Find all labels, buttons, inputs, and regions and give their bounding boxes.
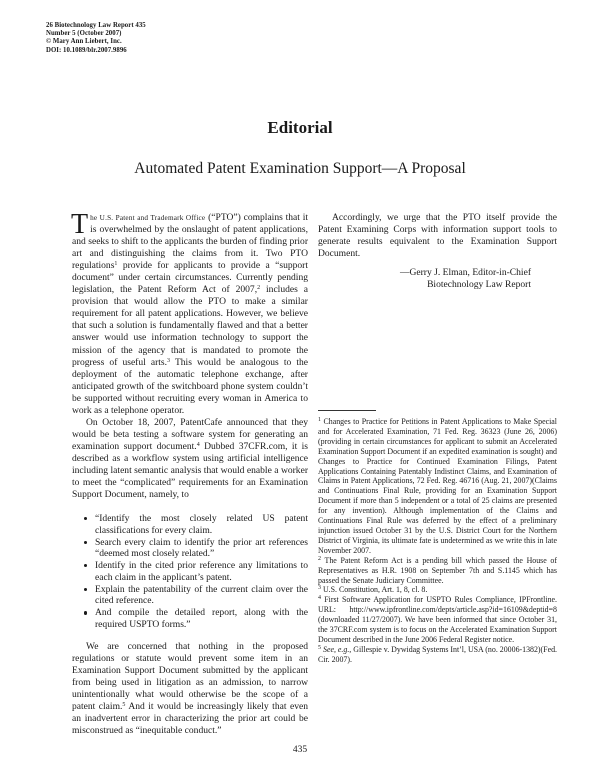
bullet-icon (84, 611, 87, 614)
footnote-2 (318, 556, 557, 586)
footnote-divider (318, 410, 376, 411)
signature-name: —Gerry J. Elman, Editor-in-Chief (399, 267, 531, 279)
bullet-icon (84, 564, 87, 567)
bullet-icon (84, 517, 87, 520)
footnote-number: 5 (318, 644, 321, 651)
footnote-text: The Patent Reform Act is a pending bill which passed the House of Representatives as H.R. 1908 on September 7th and S.1145 which has passed the Senate Judiciary Committee. (318, 555, 557, 585)
list-item-text: “Identify the most closely related US patent classifications for every claim. (95, 513, 308, 536)
signature-publication: Biotechnology Law Report (427, 279, 531, 291)
footnote-ref-3: 3 (167, 357, 171, 364)
left-column (71, 209, 309, 737)
requirements-list (72, 513, 308, 631)
bullet-icon (84, 541, 87, 544)
paragraph-4: Accordingly, we urge that the PTO itself provide the Patent Examining Corps with information support tools to generate results equivalent to the Examination Support Document. (318, 212, 557, 260)
footnote-text: First Software Application for USPTO Rules Compliance, IPFrontline. URL: http://www.ipfrontline.com/depts/article.asp?id=16109&deptid=8 (downloaded 11/27/2007). We have been informed that since October 31, the 37CRF.com system is to focus on the Accelerated Examination Support Document described in the June 2006 Federal Register notice. (318, 595, 557, 644)
list-item (84, 537, 308, 560)
footnote-1 (318, 417, 557, 556)
paragraph-1-text-c: includes a provision that would allow the PTO to make a similar requirement for all patent applications. However, we believe that such a solution is fundamentally flawed and that a better answer would use information technology to support the mission of the agency that is mandated to promote the progress of useful arts. (72, 284, 308, 368)
bullet-icon (84, 588, 87, 591)
footnote-4 (318, 595, 557, 645)
paragraph-3-text-a: We are concerned that nothing in the proposed regulations or statute would prevent some item in an Examination Support Document submitted by the applicant from being used in litigation as an admission, to narrow unintentionally what would otherwise be the scope of a patent claim. (72, 640, 308, 712)
right-column (318, 212, 557, 291)
paragraph-3 (72, 641, 308, 737)
list-item (84, 607, 308, 630)
footnote-text: Gillespie v. Dywidag Systems Int’l, USA (no. 20006-1382)(Fed. Cir. 2007). (318, 644, 557, 664)
footnote-5 (318, 645, 557, 665)
footnote-number: 3 (318, 585, 321, 592)
copyright-line: © Mary Ann Liebert, Inc. (46, 38, 122, 46)
footnote-ref-2: 2 (257, 285, 261, 292)
paragraph-1 (71, 209, 308, 417)
list-item-text: Search every claim to identify the prior art references “deemed most closely related.” (95, 536, 308, 560)
paragraph-3-text-b: And it would be increasingly likely that even an inadvertent error in characterizing the prior art could be misconstrued as “inequitable conduct.” (72, 700, 308, 736)
list-item-text: Identify in the cited prior reference any limitations to each claim in the applicant’s patent. (95, 560, 308, 583)
journal-header (46, 22, 346, 55)
paragraph-1-text-d: This would be analogous to the deployment of the automatic telephone exchange, after anticipated growth of the switchboard phone system couldn’t be supported without recruiting every woman in America to work as a telephone operator. (72, 356, 308, 416)
list-item-text: Explain the patentability of the current claim over the cited reference. (95, 583, 308, 607)
footnotes (318, 417, 557, 665)
footnote-signal: See, e.g., (323, 644, 352, 654)
small-caps-lead: he U.S. Patent and Trademark Office (90, 214, 206, 222)
section-title: Editorial (267, 118, 333, 137)
page-number: 435 (292, 745, 308, 755)
drop-cap: T (71, 209, 89, 240)
footnote-ref-1: 1 (114, 261, 118, 268)
journal-citation: 26 Biotechnology Law Report 435 (46, 22, 146, 29)
footnote-number: 1 (318, 417, 321, 423)
footnote-ref-4: 4 (196, 441, 200, 448)
paragraph-1-text-a: (“PTO”) complains that it is overwhelmed by the onslaught of patent applications, and seeks to shift to the applicants the burden of finding prior art and distinguishing the claims from it. Two PTO regulations (72, 212, 308, 272)
list-item (84, 513, 308, 536)
journal-issue: Number 5 (October 2007) (46, 30, 122, 38)
list-item (84, 584, 308, 607)
article-title: Automated Patent Examination Support—A Proposal (134, 160, 466, 177)
paragraph-2 (72, 417, 308, 501)
paragraph-1-text-b: provide for applicants to provide a “support document” under certain circumstances. Currently pending legislation, the Patent Reform Act of 2007, (72, 260, 308, 296)
footnote-text: Changes to Practice for Petitions in Patent Applications to Make Special and for Accelerated Examination, 71 Fed. Reg. 36323 (June 26, 2006) (providing in certain circumstances for applicant to submit an Accelerated Examination Support Document if an expedited examination is sought) and Changes to Practice for Continued Examination Filings, Patent Applications Containing Patentably Indistinct Claims, and Examination of Claims in Patent Applications, 72 Fed. Reg. 46716 (Aug. 21, 2007)(Claims and Continuations Final Rule, providing for an Examination Support Document if more than 5 independent or a total of 25 claims are presented for any invention). Although implementation of the Claims and Continuations Final Rule was deferred by the effect of a preliminary injunction issued October 31 by the U.S. District Court for the Northern District of Virginia, its ultimate fate is undetermined as we write this in late November 2007. (318, 417, 557, 555)
list-item (84, 560, 308, 583)
footnote-ref-5: 5 (122, 701, 126, 708)
doi-line: DOI: 10.1089/blr.2007.9896 (46, 46, 127, 54)
footnote-text: U.S. Constitution, Art. 1, 8, cl. 8. (321, 585, 428, 595)
paragraph-2-text-b: Dubbed 37CFR.com, it is described as a workflow system using artificial intelligence including latent semantic analysis that would enable a worker to meet the “complicated” requirements for an Examination Support Document, namely, to (72, 440, 309, 501)
paragraph-2-text-a: On October 18, 2007, PatentCafe announced that they would be beta testing a software system for generating an examination support document. (72, 416, 308, 452)
footnote-3 (318, 585, 557, 595)
signature (318, 267, 557, 291)
footnotes-section (318, 410, 557, 665)
list-item-text: And compile the detailed report, along with the required USPTO forms.” (95, 607, 308, 631)
footnote-number: 4 (318, 595, 321, 602)
footnote-number: 2 (318, 555, 321, 562)
